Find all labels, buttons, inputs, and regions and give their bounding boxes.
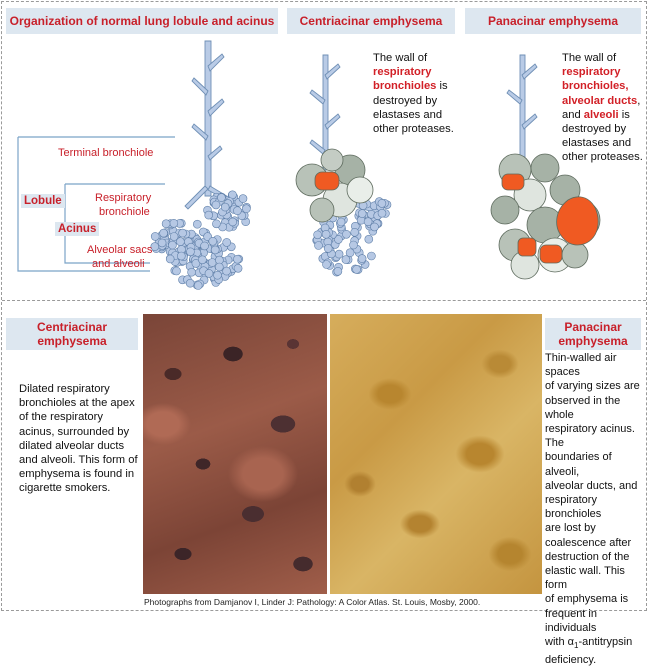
alveolus	[215, 263, 223, 271]
bottom-panacinar-text: Thin-walled air spaces of varying sizes are observed in the whole respiratory acinus. The boundaries of alveoli, alveolar ducts, and respiratory bronchioles are lost by coalescence after destruction of the elastic wall. This form of emphysema is frequent in individuals with $\alpha_1$-antitrypsin deficiency.	[545, 351, 647, 668]
alveolus	[151, 232, 159, 240]
alpha-antitrypsin-line: with $\alpha_1$-antitrypsin	[545, 636, 633, 651]
alveolus	[346, 249, 354, 257]
alveolus	[234, 264, 242, 272]
alveolus	[221, 203, 229, 211]
bottom-centriacinar-text	[19, 382, 143, 496]
alveolus	[173, 267, 181, 275]
section-divider	[2, 300, 646, 301]
label-alveolar-sacs: Alveolar sacs	[87, 244, 153, 256]
alveolus	[211, 246, 219, 254]
header-normal: Organization of normal lung lobule and acinus	[6, 8, 278, 34]
text-line: cigarette smokers.	[19, 482, 111, 495]
text-line: dilated alveolar ducts	[19, 439, 125, 452]
alveolus	[342, 256, 350, 264]
alveolus	[158, 239, 166, 247]
alveolus	[351, 228, 359, 236]
alveolus	[198, 256, 206, 264]
text-line: respiratory bronchioles	[545, 494, 602, 521]
text-line: boundaries of alveoli,	[545, 451, 612, 478]
alveolus	[239, 195, 247, 203]
photo-centriacinar	[143, 314, 327, 594]
alveolus	[342, 230, 350, 238]
alveolus	[315, 242, 323, 250]
header-centriacinar: Centriacinar emphysema	[287, 8, 455, 34]
alveolus	[217, 194, 225, 202]
text-line: of the respiratory	[19, 411, 103, 424]
alveolus	[168, 241, 176, 249]
alveolus	[194, 282, 202, 290]
alveolus	[205, 269, 213, 277]
alveolus	[212, 201, 220, 209]
label-acinus: Acinus	[55, 222, 99, 236]
alveolus	[371, 223, 379, 231]
alveolus	[378, 209, 386, 217]
alveolus	[205, 211, 213, 219]
alveolus	[358, 255, 366, 263]
alveolus	[166, 255, 174, 263]
centriacinar-description: The wall of respiratory bronchioles is destroyed by elastases and other proteases.	[373, 52, 454, 136]
alveolus	[335, 250, 343, 258]
alveolus	[186, 279, 194, 287]
alveolus	[170, 219, 178, 227]
text-line: Thin-walled air spaces	[545, 352, 617, 379]
text-line: frequent in individuals	[545, 607, 597, 634]
text-line: observed in the whole	[545, 394, 621, 421]
alveolus	[314, 231, 322, 239]
text-line: of emphysema is	[545, 593, 629, 606]
alveolus	[324, 244, 332, 252]
alveolus	[160, 229, 168, 237]
alveolus	[229, 218, 237, 226]
alveolus	[162, 220, 170, 228]
label-lobule: Lobule	[21, 194, 65, 208]
photo-panacinar	[330, 314, 542, 594]
text-line: respiratory acinus. The	[545, 423, 635, 450]
alveolus	[170, 233, 178, 241]
text-line: alveolar ducts, and	[545, 479, 638, 492]
label-and-alveoli: and alveoli	[92, 258, 145, 270]
text-line: acinus, surrounded by	[19, 425, 130, 438]
alveolus	[233, 255, 241, 263]
alveolus	[334, 267, 342, 275]
panacinar-description: The wall of respiratory bronchioles, alveolar ducts, and alveoli is destroyed by elastases and other proteases.	[562, 52, 643, 164]
alveolus	[201, 242, 209, 250]
alveolus	[186, 248, 194, 256]
text-line: of varying sizes are	[545, 380, 640, 393]
label-terminal-bronchiole: Terminal bronchiole	[58, 147, 154, 159]
alveolus	[179, 229, 187, 237]
photo-credit: Photographs from Damjanov I, Linder J: Pathology: A Color Atlas. St. Louis, Mosby, 2000.	[144, 597, 481, 607]
alveolus	[378, 199, 386, 207]
alveolus	[365, 235, 373, 243]
alveolus	[212, 220, 220, 228]
alveolus	[350, 241, 358, 249]
text-line: elastic wall. This form	[545, 565, 625, 592]
alveolus	[177, 252, 185, 260]
text-line: coalescence after	[545, 536, 632, 549]
text-line: and alveoli. This form of	[19, 454, 138, 467]
header-bottom-panacinar: Panacinar emphysema	[545, 318, 641, 350]
alveolus	[209, 237, 217, 245]
text-line: are lost by	[545, 522, 596, 535]
alveolus	[223, 267, 231, 275]
alveolus	[188, 268, 196, 276]
alveolus	[223, 238, 231, 246]
alveolus	[242, 205, 250, 213]
label-respiratory: Respiratory	[95, 192, 152, 204]
header-panacinar: Panacinar emphysema	[465, 8, 641, 34]
alveolus	[323, 261, 331, 269]
alveolus	[233, 207, 241, 215]
text-line: bronchioles at the apex	[19, 397, 135, 410]
alveolus	[193, 220, 201, 228]
alveolus	[214, 271, 222, 279]
alveolus	[208, 259, 216, 267]
alveolus	[367, 252, 375, 260]
alveolus	[337, 218, 345, 226]
alveolus	[353, 265, 361, 273]
text-line: Dilated respiratory	[19, 383, 110, 395]
label-bronchiole: bronchiole	[99, 206, 150, 218]
text-line: emphysema is found in	[19, 468, 135, 481]
alveolus	[322, 230, 330, 238]
alveolus	[358, 210, 366, 218]
header-bottom-centriacinar: Centriacinar emphysema	[6, 318, 138, 350]
text-line: destruction of the	[545, 550, 630, 563]
alveolus	[364, 218, 372, 226]
